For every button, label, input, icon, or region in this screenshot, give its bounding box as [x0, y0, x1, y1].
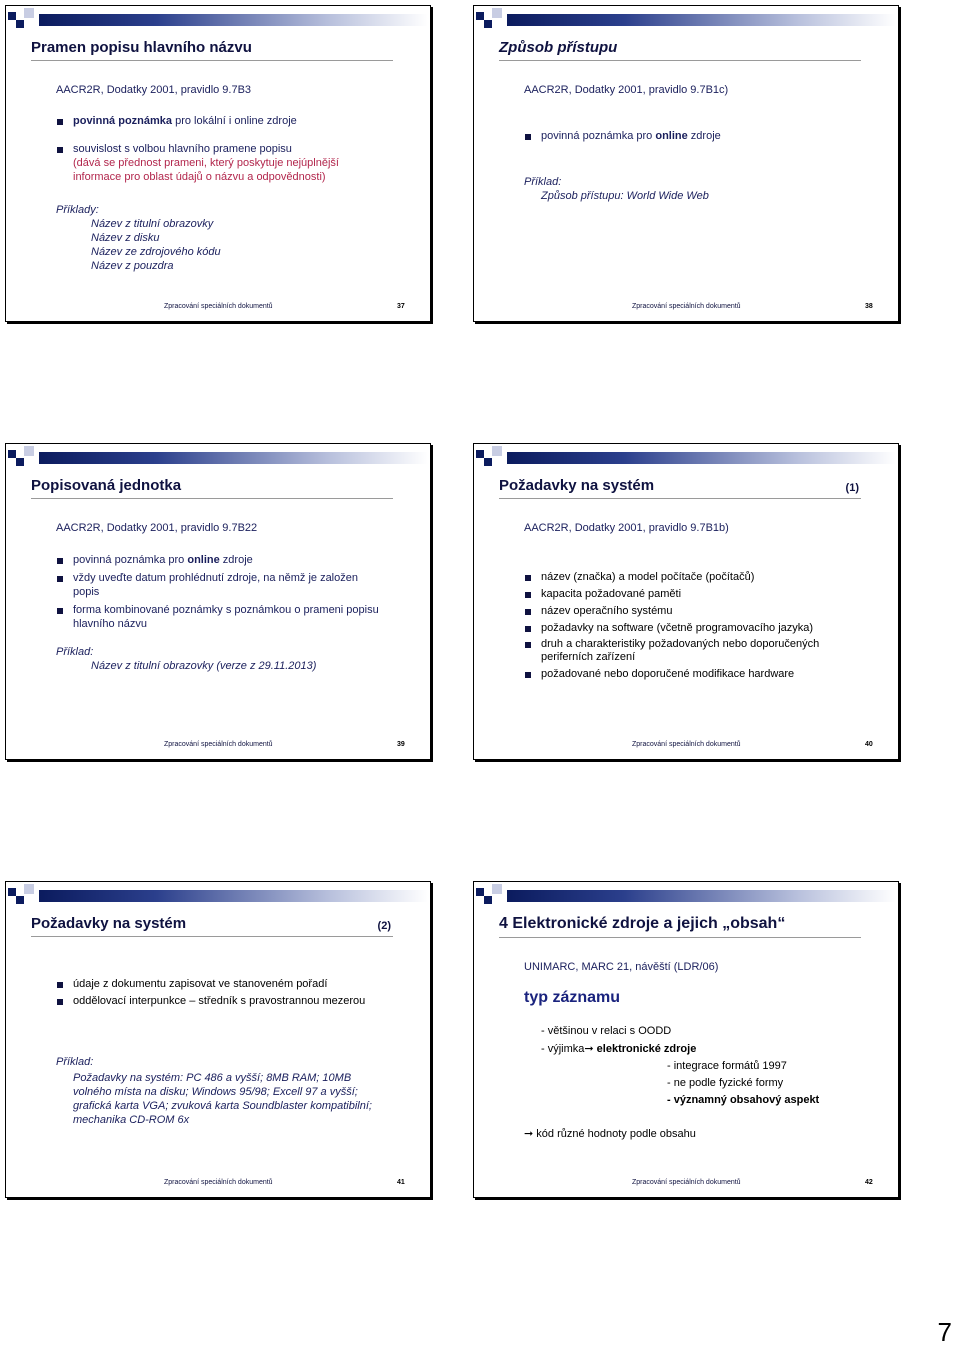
bullet-icon: [57, 608, 63, 614]
slide-header-decoration: [474, 444, 898, 474]
bullet-text: oddělovací interpunkce – středník s pravostrannou mezerou: [73, 995, 366, 1007]
example-line: Způsob přístupu: World Wide Web: [541, 190, 709, 202]
bullet-icon: [525, 626, 531, 632]
rule-reference: AACR2R, Dodatky 2001, pravidlo 9.7B22: [56, 522, 258, 534]
bullet-text: (dává se přednost prameni, který poskytuje nejúplnější: [73, 157, 339, 169]
bullet-icon: [57, 147, 63, 153]
example-line: Název ze zdrojového kódu: [91, 246, 221, 258]
example-line: Název z disku: [91, 232, 160, 244]
text-line: - ne podle fyzické formy: [667, 1077, 784, 1089]
footer-label: Zpracování speciálních dokumentů: [632, 303, 741, 310]
example-line: grafická karta VGA; zvuková karta Soundblaster kompatibilní;: [73, 1100, 372, 1112]
text-line: - většinou v relaci s OODD: [541, 1025, 672, 1037]
bullet-icon: [525, 609, 531, 615]
slide-number: 40: [865, 741, 873, 748]
bullet-text: povinná poznámka pro lokální i online zdroje: [73, 115, 297, 127]
bullet-icon: [525, 642, 531, 648]
slide-footer: [474, 303, 898, 313]
text-line: ➞ kód různé hodnoty podle obsahu: [524, 1128, 696, 1140]
footer-label: Zpracování speciálních dokumentů: [164, 741, 273, 748]
bullet-icon: [57, 576, 63, 582]
list-item: periferních zařízení: [541, 651, 636, 663]
example-label: Příklad:: [56, 646, 94, 658]
bullet-icon: [57, 999, 63, 1005]
bullet-icon: [525, 134, 531, 140]
bullet-text: souvislost s volbou hlavního pramene popisu: [73, 143, 292, 155]
bullet-text: údaje z dokumentu zapisovat ve stanoveném pořadí: [73, 978, 328, 990]
slide-41: [5, 881, 431, 1198]
bullet-text: hlavního názvu: [73, 618, 147, 630]
example-line: Název z pouzdra: [91, 260, 174, 272]
bullet-text: vždy uveďte datum prohlédnutí zdroje, na němž je založen: [73, 572, 358, 584]
list-item: požadované nebo doporučené modifikace hardware: [541, 668, 795, 680]
bullet-icon: [57, 119, 63, 125]
slide-37: [5, 5, 431, 322]
slide-title: Způsob přístupu: [499, 39, 861, 61]
bullet-icon: [57, 982, 63, 988]
title-part-number: (2): [377, 920, 391, 932]
slide-39: [5, 443, 431, 760]
rule-reference: AACR2R, Dodatky 2001, pravidlo 9.7B3: [56, 84, 252, 96]
slide-header-decoration: [474, 882, 898, 912]
slide-title: Pramen popisu hlavního názvu: [31, 39, 393, 61]
slide-number: 38: [865, 303, 873, 310]
slide-42: [473, 881, 899, 1198]
text-line: - významný obsahový aspekt: [667, 1094, 820, 1106]
slide-header-decoration: [6, 882, 430, 912]
footer-label: Zpracování speciálních dokumentů: [632, 1179, 741, 1186]
bullet-text: povinná poznámka pro online zdroje: [73, 554, 253, 566]
examples-label: Příklady:: [56, 204, 99, 216]
example-line: volného místa na disku; Windows 95/98; Excell 97 a vyšší;: [73, 1086, 358, 1098]
text-line: - integrace formátů 1997: [667, 1060, 787, 1072]
slide-footer: [6, 741, 430, 751]
list-item: kapacita požadované paměti: [541, 588, 682, 600]
bullet-text: forma kombinované poznámky s poznámkou o prameni popisu: [73, 604, 379, 616]
arrow-right-icon: ➞: [524, 1128, 534, 1140]
slide-footer: [474, 1179, 898, 1189]
rule-reference: UNIMARC, MARC 21, návěští (LDR/06): [524, 961, 719, 973]
list-item: druh a charakteristiky požadovaných nebo doporučených: [541, 638, 820, 650]
slide-footer: [6, 303, 430, 313]
list-item: požadavky na software (včetně programovacího jazyka): [541, 622, 814, 634]
example-label: Příklad:: [56, 1056, 94, 1068]
slide-number: 37: [397, 303, 405, 310]
slide-40: [473, 443, 899, 760]
bullet-text: popis: [73, 586, 100, 598]
bullet-icon: [525, 575, 531, 581]
rule-reference: AACR2R, Dodatky 2001, pravidlo 9.7B1c): [524, 84, 729, 96]
list-item: název (značka) a model počítače (počítačů): [541, 571, 755, 583]
page-number: 7: [937, 1317, 952, 1347]
slide-number: 39: [397, 741, 405, 748]
slide-38: [473, 5, 899, 322]
bullet-text: povinná poznámka pro online zdroje: [541, 130, 721, 142]
bullet-icon: [525, 672, 531, 678]
slide-title: 4 Elektronické zdroje a jejich „obsah“: [499, 915, 861, 938]
text-line: - výjimka➞ elektronické zdroje: [541, 1043, 697, 1055]
example-line: Název z titulní obrazovky: [91, 218, 214, 230]
example-line: Požadavky na systém: PC 486 a vyšší; 8MB RAM; 10MB: [73, 1072, 352, 1084]
slide-header-decoration: [6, 444, 430, 474]
slide-header-decoration: [474, 6, 898, 36]
bullet-text: informace pro oblast údajů o názvu a odpovědnosti): [73, 171, 326, 183]
example-label: Příklad:: [524, 176, 562, 188]
footer-label: Zpracování speciálních dokumentů: [164, 1179, 273, 1186]
arrow-right-icon: ➞: [584, 1043, 594, 1055]
footer-label: Zpracování speciálních dokumentů: [632, 741, 741, 748]
slide-number: 42: [865, 1179, 873, 1186]
slide-title: Požadavky na systém (1): [499, 477, 861, 499]
subheading: typ záznamu: [524, 989, 621, 1006]
bullet-icon: [57, 558, 63, 564]
bullet-icon: [525, 592, 531, 598]
example-line: mechanika CD-ROM 6x: [73, 1114, 190, 1126]
slide-header-decoration: [6, 6, 430, 36]
footer-label: Zpracování speciálních dokumentů: [164, 303, 273, 310]
title-part-number: (1): [845, 482, 859, 494]
slide-title: Popisovaná jednotka: [31, 477, 393, 499]
slide-title: Požadavky na systém (2): [31, 915, 393, 937]
list-item: název operačního systému: [541, 605, 673, 617]
slide-footer: [6, 1179, 430, 1189]
slide-number: 41: [397, 1179, 405, 1186]
rule-reference: AACR2R, Dodatky 2001, pravidlo 9.7B1b): [524, 522, 729, 534]
example-line: Název z titulní obrazovky (verze z 29.11.2013): [91, 660, 317, 672]
slide-footer: [474, 741, 898, 751]
